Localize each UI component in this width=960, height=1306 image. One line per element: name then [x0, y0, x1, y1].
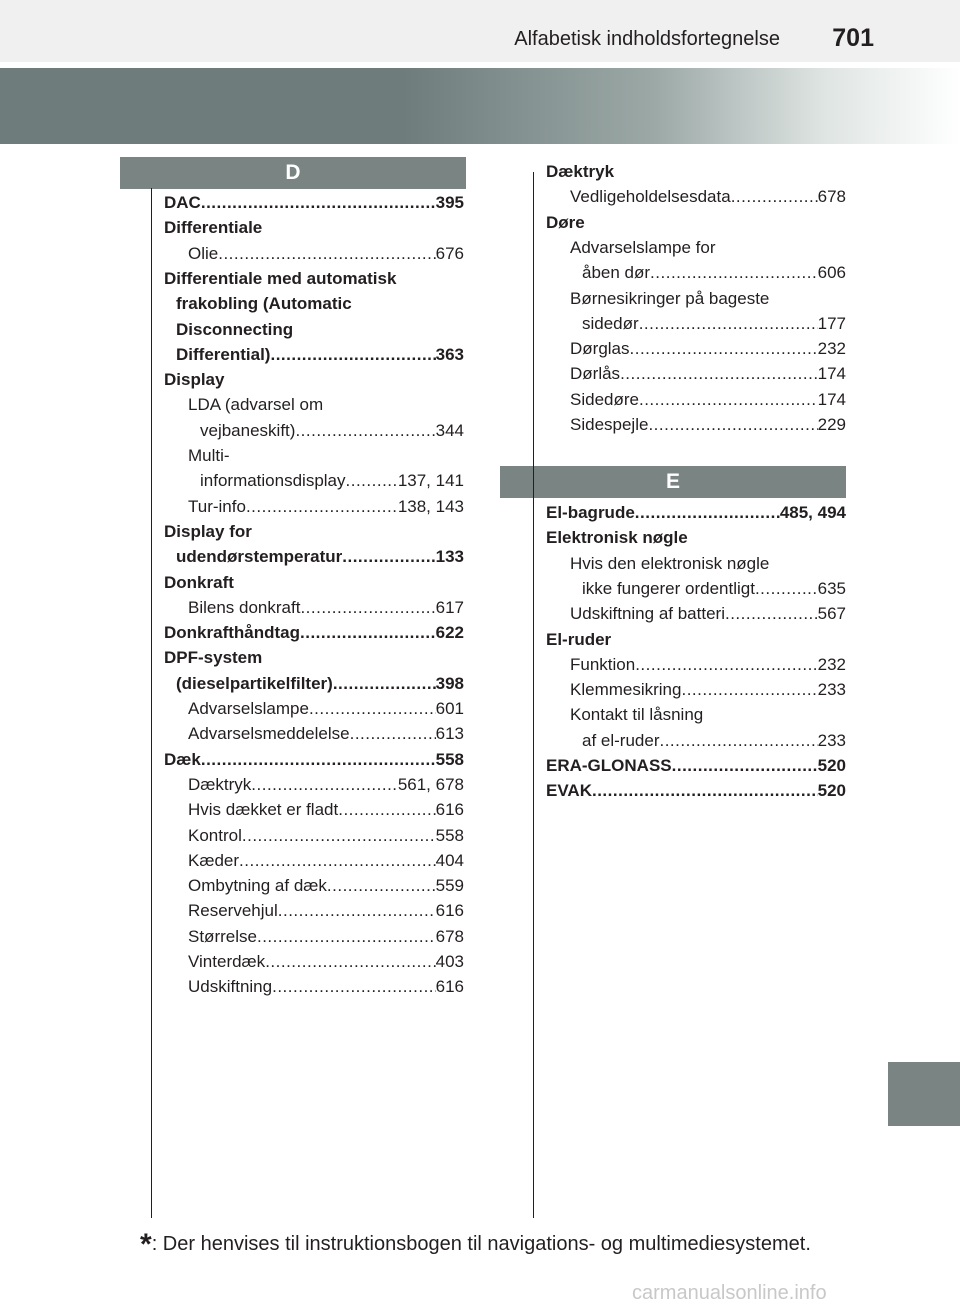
leader-dots	[300, 596, 435, 620]
index-entry	[188, 444, 230, 468]
section-letter-d: D	[120, 157, 466, 189]
index-entry	[570, 678, 846, 702]
entry-page: 363	[435, 344, 464, 364]
leader-dots	[270, 343, 435, 367]
entry-label: af el-ruder	[582, 730, 660, 750]
entry-label: DAC	[164, 193, 201, 212]
index-entry	[570, 703, 703, 727]
leader-dots	[278, 899, 436, 923]
entry-label: Donkraft	[164, 572, 234, 592]
index-entry	[570, 362, 846, 386]
index-entry	[200, 469, 464, 493]
index-entry	[188, 722, 464, 746]
entry-label: sidedør	[582, 313, 639, 333]
entry-page: 558	[435, 749, 464, 769]
header-bar	[0, 0, 960, 62]
index-entry	[570, 287, 769, 311]
entry-label: Ombytning af dæk	[188, 876, 327, 896]
entry-label: LDA (advarsel om	[188, 395, 324, 415]
leader-dots	[342, 545, 435, 569]
index-entry	[188, 975, 464, 999]
entry-label: Vedligeholdelsesdata	[570, 187, 731, 207]
leader-dots	[295, 419, 435, 443]
leader-dots	[272, 975, 436, 999]
entry-label: Sidedøre	[570, 389, 639, 409]
entry-label: Størrelse	[188, 926, 257, 946]
leader-dots	[639, 312, 818, 336]
entry-label: ikke fungerer ordentligt	[582, 578, 755, 598]
entry-label: Døre	[546, 212, 585, 232]
index-entry	[188, 824, 464, 848]
leader-dots	[239, 849, 436, 873]
leader-dots	[327, 874, 436, 898]
entry-page: 622	[435, 623, 464, 643]
entry-label: Vinterdæk	[188, 952, 266, 971]
entry-page: 174	[817, 389, 846, 409]
entry-page: 635	[817, 578, 846, 598]
leader-dots	[246, 495, 398, 519]
page-number: 701	[832, 24, 874, 52]
index-entry	[546, 160, 614, 184]
entry-label: Børnesikringer på bageste	[570, 288, 770, 308]
footnote-text: : Der henvises til instruktionsbogen til navigations- og multimediesystemet.	[151, 1233, 811, 1255]
leader-dots	[755, 577, 818, 601]
index-entry	[164, 646, 262, 670]
leader-dots	[201, 191, 436, 215]
entry-label: informationsdisplay	[200, 471, 346, 491]
index-entry	[546, 779, 846, 803]
entry-label: Reservehjul	[188, 901, 278, 921]
entry-label: El-ruder	[546, 629, 612, 649]
entry-label: ERA-GLONASS	[546, 756, 672, 775]
index-entry	[546, 754, 846, 778]
page-header-title: Alfabetisk indholdsfortegnelse	[514, 28, 780, 50]
entry-page: 520	[817, 756, 846, 775]
leader-dots	[300, 621, 436, 645]
leader-dots	[635, 501, 780, 525]
index-entry	[582, 312, 846, 336]
index-entry	[570, 602, 846, 626]
footnote	[140, 1228, 811, 1262]
index-entry	[582, 577, 846, 601]
index-entry	[188, 849, 464, 873]
index-entry	[164, 216, 262, 240]
entry-page: 678	[435, 926, 464, 946]
index-entry	[176, 545, 464, 569]
index-entry	[188, 874, 464, 898]
index-entry	[188, 495, 464, 519]
entry-label: Differential)	[176, 344, 271, 364]
leader-dots	[350, 722, 436, 746]
entry-page: 520	[817, 781, 846, 801]
leader-dots	[731, 185, 818, 209]
index-entry	[164, 368, 224, 392]
entry-page: 177	[817, 313, 846, 333]
index-entry	[570, 653, 846, 677]
index-entry	[188, 899, 464, 923]
leader-dots	[251, 773, 398, 797]
entry-label: Multi-	[188, 446, 230, 465]
entry-label: Disconnecting	[176, 319, 294, 339]
entry-page: 567	[817, 604, 846, 624]
entry-page: 174	[817, 364, 846, 384]
index-entry	[570, 236, 716, 260]
entry-page: 232	[817, 339, 846, 359]
entry-page: 616	[435, 800, 464, 820]
index-entry	[188, 697, 464, 721]
entry-label: Dæktryk	[188, 774, 252, 794]
index-entry	[164, 191, 464, 215]
entry-label: Kontakt til låsning	[570, 705, 704, 725]
index-entry	[546, 526, 688, 550]
entry-label: åben dør	[582, 263, 651, 283]
entry-label: Advarselslampe for	[570, 237, 716, 257]
index-entry	[176, 292, 352, 316]
leader-dots	[725, 602, 818, 626]
index-entry	[546, 501, 846, 525]
entry-label: Olie	[188, 243, 219, 263]
leader-dots	[639, 388, 818, 412]
section-letter-e: E	[500, 466, 846, 498]
index-entry	[164, 571, 234, 595]
entry-label: Dæk	[164, 749, 201, 769]
entry-label: Udskiftning af batteri	[570, 604, 725, 624]
leader-dots	[620, 362, 818, 386]
index-entry	[546, 211, 585, 235]
entry-label: Advarselslampe	[188, 699, 309, 718]
entry-label: Hvis dækket er fladt	[188, 800, 339, 820]
entry-label: EVAK	[546, 781, 592, 801]
leader-dots	[650, 261, 818, 285]
entry-label: Kontrol	[188, 825, 242, 845]
entry-label: Display for	[164, 521, 252, 541]
index-entry	[176, 318, 293, 342]
index-entry	[188, 798, 464, 822]
entry-page: 485, 494	[779, 503, 846, 522]
entry-page: 617	[435, 597, 464, 617]
index-entry	[200, 419, 464, 443]
entry-label: El-bagrude	[546, 503, 635, 522]
entry-page: 613	[435, 724, 464, 744]
leader-dots	[648, 413, 817, 437]
footnote-star: *	[140, 1228, 152, 1261]
chapter-tab	[888, 1062, 960, 1126]
entry-page: 403	[435, 952, 464, 971]
index-entry	[188, 596, 464, 620]
entry-label: DPF-system	[164, 648, 263, 668]
entry-page: 232	[817, 654, 846, 674]
right-column-rule	[533, 172, 534, 1218]
index-entry	[176, 672, 464, 696]
entry-label: Donkrafthåndtag	[164, 623, 300, 643]
entry-label: Display	[164, 370, 225, 390]
leader-dots	[218, 242, 435, 266]
leader-dots	[635, 653, 817, 677]
leader-dots	[592, 779, 818, 803]
entry-page: 616	[435, 977, 464, 997]
entry-page: 616	[435, 901, 464, 921]
entry-page: 395	[435, 193, 464, 212]
entry-page: 676	[435, 243, 464, 263]
index-entry	[570, 337, 846, 361]
entry-page: 398	[435, 673, 464, 693]
index-entry	[570, 413, 846, 437]
index-entry	[188, 242, 464, 266]
leader-dots	[338, 798, 435, 822]
entry-page: 601	[435, 699, 464, 718]
entry-page: 229	[817, 415, 846, 434]
entry-page: 344	[435, 420, 464, 440]
leader-dots	[681, 678, 817, 702]
entry-page: 561, 678	[397, 774, 464, 794]
entry-page: 678	[817, 187, 846, 207]
entry-label: Udskiftning	[188, 977, 273, 997]
entry-page: 559	[435, 876, 464, 896]
entry-page: 138, 143	[397, 496, 464, 516]
leader-dots	[346, 469, 398, 493]
index-entry	[570, 552, 769, 576]
entry-page: 606	[817, 263, 846, 283]
entry-label: (dieselpartikelfilter)	[176, 673, 333, 693]
leader-dots	[265, 950, 435, 974]
index-entry	[188, 773, 464, 797]
index-entry	[570, 185, 846, 209]
leader-dots	[659, 729, 817, 753]
entry-page: 233	[817, 680, 846, 700]
index-entry	[188, 950, 464, 974]
entry-page: 137, 141	[397, 471, 464, 491]
entry-label: vejbaneskift)	[200, 420, 296, 440]
entry-label: Differentiale	[164, 218, 263, 238]
leader-dots	[333, 672, 436, 696]
index-entry	[546, 628, 611, 652]
entry-page: 133	[435, 547, 464, 567]
entry-label: Differentiale med automatisk	[164, 268, 397, 288]
entry-label: Sidespejle	[570, 415, 649, 434]
entry-page: 233	[817, 730, 846, 750]
index-entry	[188, 925, 464, 949]
index-entry	[164, 267, 396, 291]
entry-label: Bilens donkraft	[188, 597, 301, 617]
leader-dots	[257, 925, 436, 949]
index-entry	[164, 621, 464, 645]
entry-label: Funktion	[570, 654, 636, 674]
leader-dots	[630, 337, 818, 361]
entry-label: Hvis den elektronisk nøgle	[570, 553, 770, 573]
left-column-rule	[151, 188, 152, 1218]
index-entry	[582, 261, 846, 285]
entry-label: Kæder	[188, 850, 240, 870]
index-entry	[164, 748, 464, 772]
leader-dots	[672, 754, 818, 778]
index-entry	[164, 520, 252, 544]
entry-label: Klemmesikring	[570, 680, 682, 700]
entry-label: udendørstemperatur	[176, 547, 343, 567]
index-entry	[582, 729, 846, 753]
entry-label: Tur-info	[188, 496, 246, 516]
entry-label: Dørlås	[570, 364, 621, 384]
index-entry	[188, 393, 323, 417]
entry-label: Elektronisk nøgle	[546, 528, 688, 548]
leader-dots	[201, 748, 436, 772]
header-banner	[0, 68, 960, 144]
entry-label: Dæktryk	[546, 162, 615, 181]
index-entry	[176, 343, 464, 367]
leader-dots	[309, 697, 436, 721]
entry-page: 558	[435, 825, 464, 845]
entry-label: frakobling (Automatic	[176, 294, 352, 314]
entry-label: Dørglas	[570, 339, 630, 359]
entry-label: Advarselsmeddelelse	[188, 724, 350, 744]
leader-dots	[242, 824, 436, 848]
entry-page: 404	[435, 850, 464, 870]
index-entry	[570, 388, 846, 412]
watermark: carmanualsonline.info	[632, 1282, 827, 1304]
